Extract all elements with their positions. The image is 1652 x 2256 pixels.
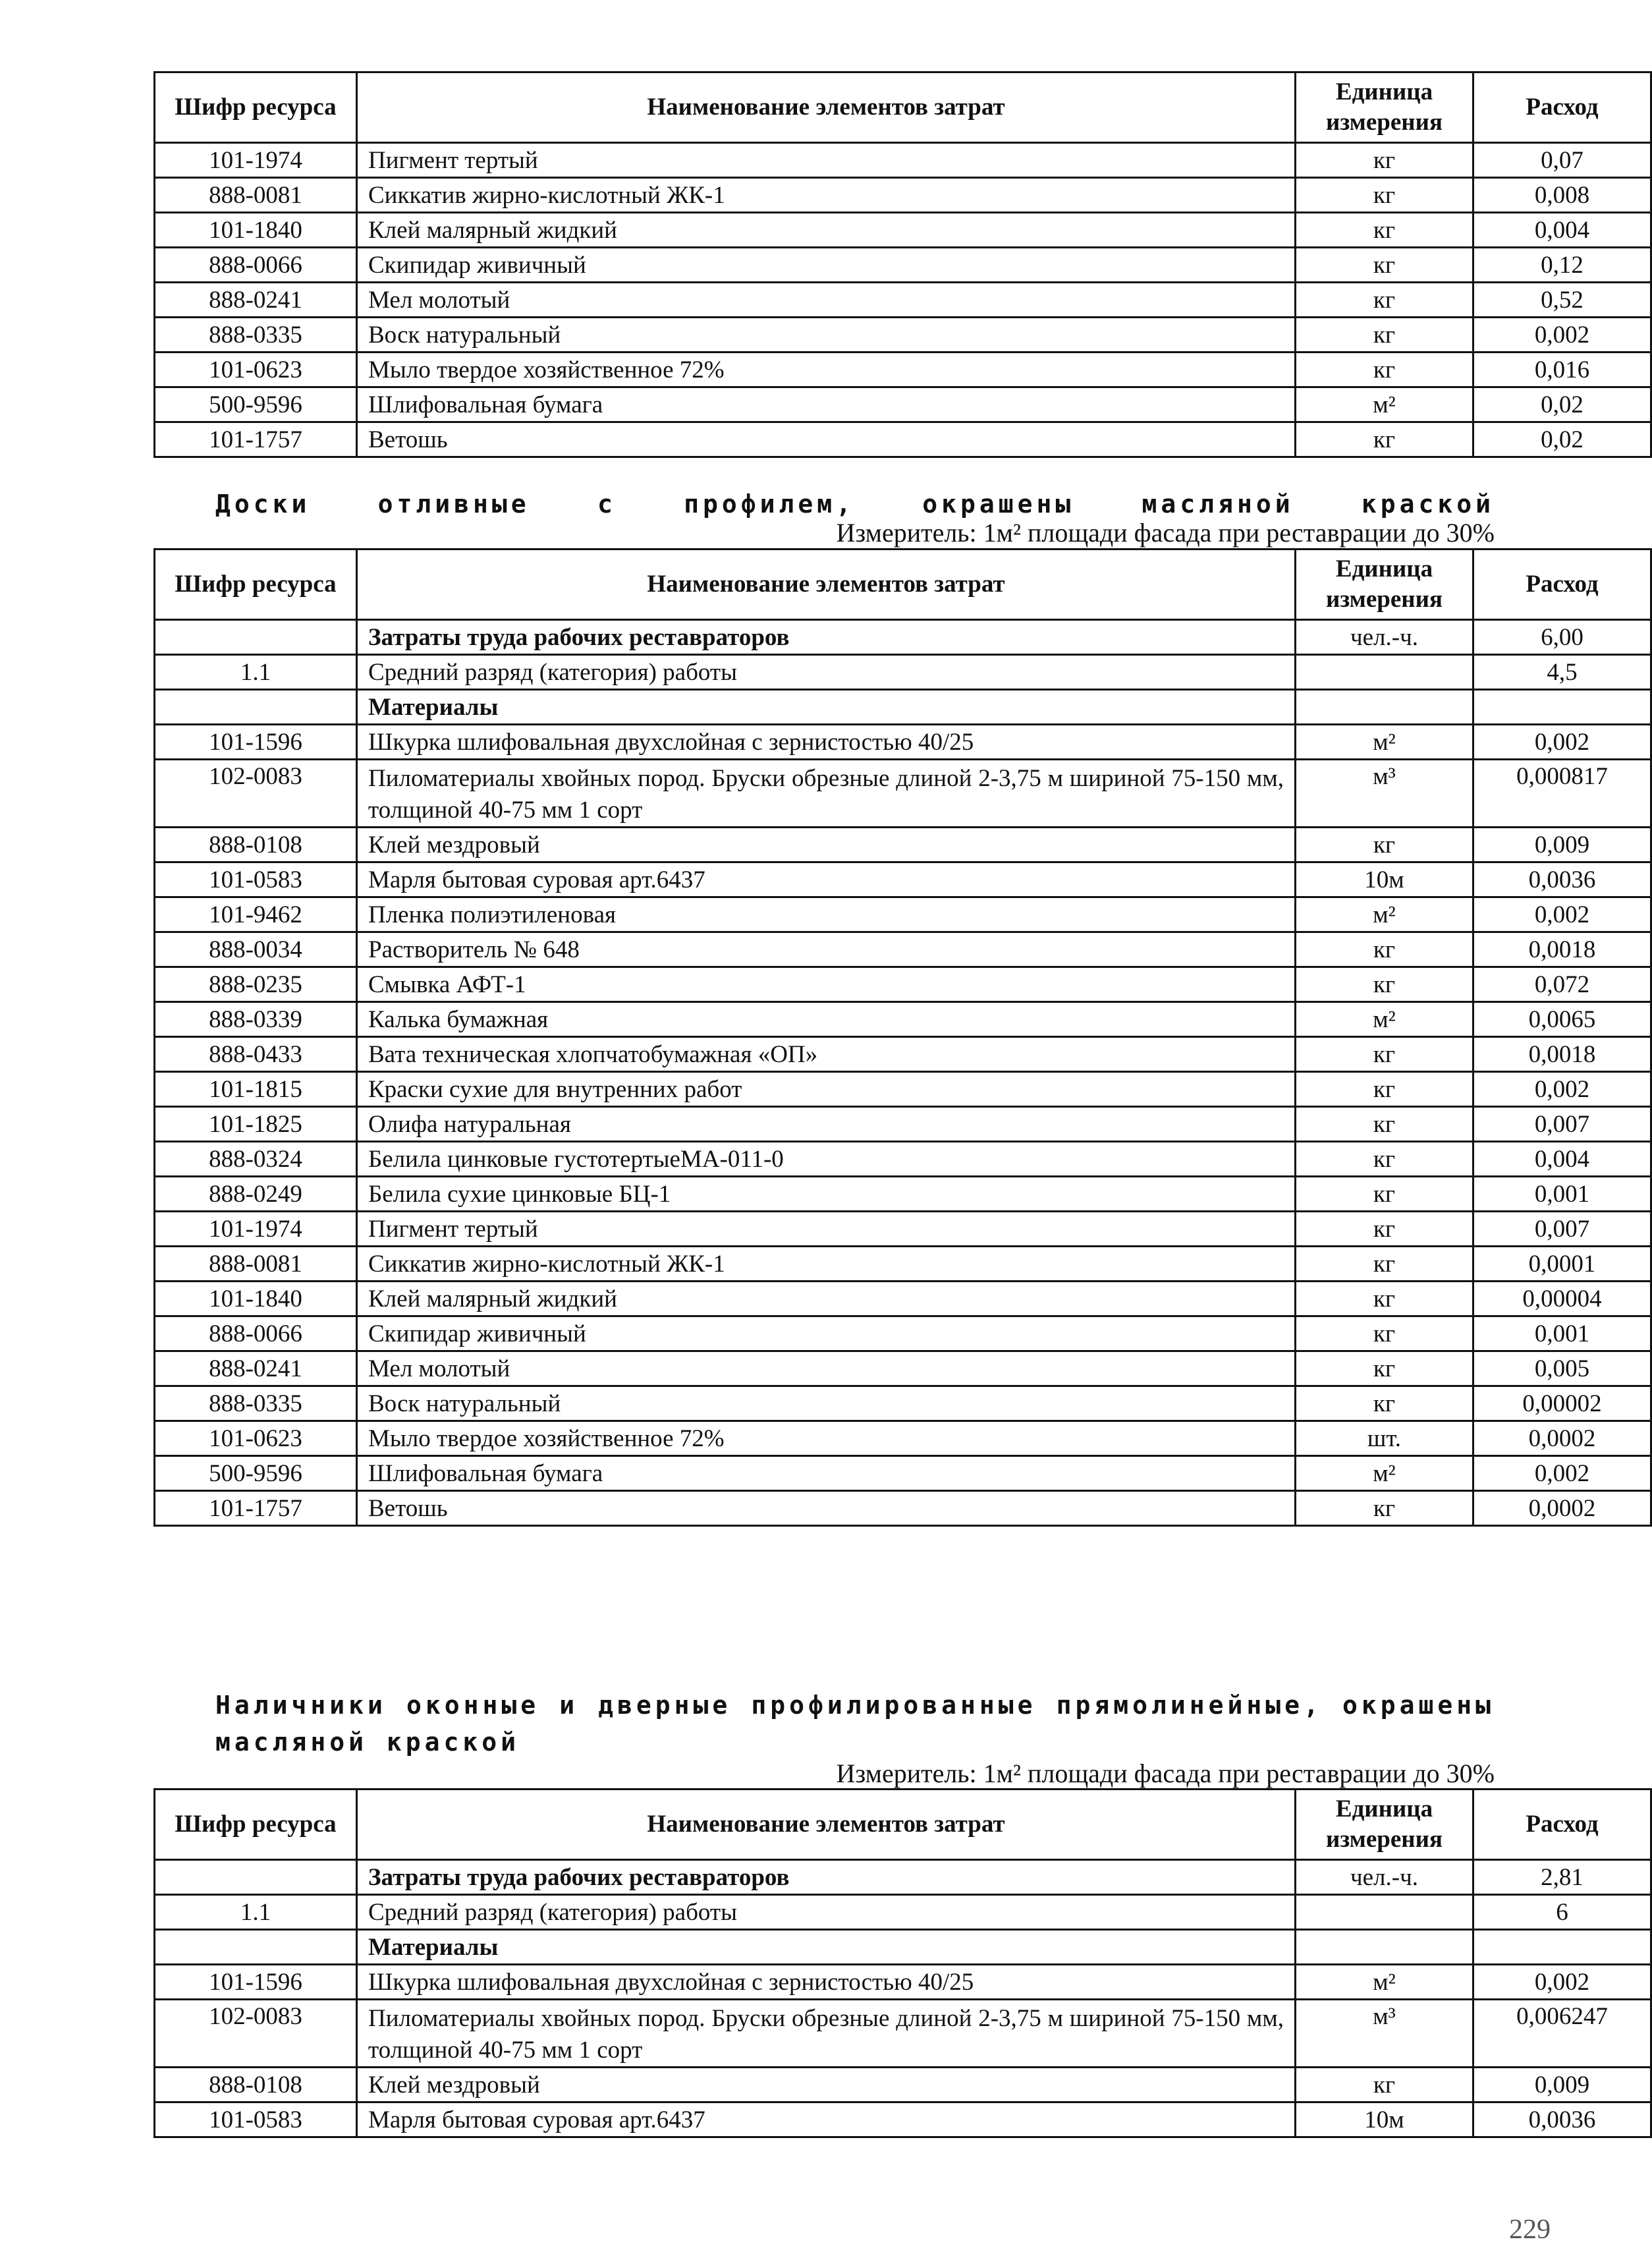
table-row <box>155 143 1651 178</box>
cell-value: 0,0002 <box>1473 1491 1651 1526</box>
resource-table-1 <box>153 71 1652 458</box>
cell-value: 0,0018 <box>1473 932 1651 967</box>
cell-code <box>155 1860 357 1895</box>
header-name: Наименование элементов затрат <box>357 72 1296 143</box>
measure-line-3: Измеритель: 1м² площади фасада при реставрации до 30% <box>836 1759 1495 1788</box>
cell-name: Шлифовальная бумага <box>357 387 1296 422</box>
cell-code: 888-0249 <box>155 1177 357 1212</box>
cell-code: 888-0241 <box>155 283 357 318</box>
table-header-row <box>155 72 1651 143</box>
cell-unit: кг <box>1296 1177 1473 1212</box>
table-row <box>155 387 1651 422</box>
cell-unit: м² <box>1296 1456 1473 1491</box>
section-title-3: Наличники оконные и дверные профилированные прямолинейные, окрашены масляной краской <box>215 1691 1495 1757</box>
cell-value: 0,008 <box>1473 178 1651 213</box>
table-row <box>155 2000 1651 2068</box>
cell-code: 500-9596 <box>155 1456 357 1491</box>
cell-unit: кг <box>1296 248 1473 283</box>
table-row <box>155 1895 1651 1930</box>
cell-name: Ветошь <box>357 422 1296 457</box>
header-name: Наименование элементов затрат <box>357 1790 1296 1860</box>
table-row <box>155 725 1651 760</box>
cell-name: Материалы <box>357 1930 1296 1965</box>
cell-value: 0,02 <box>1473 387 1651 422</box>
cell-value: 0,001 <box>1473 1316 1651 1351</box>
cell-code: 888-0034 <box>155 932 357 967</box>
cell-name: Пигмент тертый <box>357 1212 1296 1247</box>
cell-name: Пигмент тертый <box>357 143 1296 178</box>
cell-name: Материалы <box>357 690 1296 725</box>
cell-unit: кг <box>1296 318 1473 352</box>
table-row <box>155 1212 1651 1247</box>
cell-code: 888-0066 <box>155 1316 357 1351</box>
table-row <box>155 1072 1651 1107</box>
cell-unit: м² <box>1296 725 1473 760</box>
table-row <box>155 2068 1651 2102</box>
table-row <box>155 1107 1651 1142</box>
cell-name: Шкурка шлифовальная двухслойная с зернистостью 40/25 <box>357 725 1296 760</box>
cell-value: 0,007 <box>1473 1107 1651 1142</box>
table-row <box>155 620 1651 655</box>
cell-name: Растворитель № 648 <box>357 932 1296 967</box>
cell-code: 888-0335 <box>155 318 357 352</box>
cell-value: 0,07 <box>1473 143 1651 178</box>
section-title-2: Доски отливные с профилем, окрашены масляной краской <box>215 490 1495 519</box>
cell-code: 101-1974 <box>155 1212 357 1247</box>
cell-code <box>155 620 357 655</box>
cell-value <box>1473 690 1651 725</box>
cell-code: 101-1596 <box>155 725 357 760</box>
cell-name: Смывка АФТ-1 <box>357 967 1296 1002</box>
table-row <box>155 1316 1651 1351</box>
header-code: Шифр ресурса <box>155 72 357 143</box>
cell-unit: кг <box>1296 1282 1473 1316</box>
table-row <box>155 248 1651 283</box>
cell-unit: кг <box>1296 213 1473 248</box>
table-header-row <box>155 550 1651 620</box>
header-name: Наименование элементов затрат <box>357 550 1296 620</box>
cell-name: Шкурка шлифовальная двухслойная с зернистостью 40/25 <box>357 1965 1296 2000</box>
table-row <box>155 655 1651 690</box>
cell-code <box>155 690 357 725</box>
cell-value: 6,00 <box>1473 620 1651 655</box>
cell-unit: м² <box>1296 897 1473 932</box>
cell-unit: м² <box>1296 1002 1473 1037</box>
cell-name: Затраты труда рабочих реставраторов <box>357 1860 1296 1895</box>
cell-value: 0,009 <box>1473 828 1651 862</box>
cell-code: 888-0235 <box>155 967 357 1002</box>
cell-unit: кг <box>1296 283 1473 318</box>
cell-unit: м² <box>1296 387 1473 422</box>
cell-name: Олифа натуральная <box>357 1107 1296 1142</box>
cell-code: 888-0241 <box>155 1351 357 1386</box>
cell-unit <box>1296 1930 1473 1965</box>
cell-code: 101-0623 <box>155 1421 357 1456</box>
cell-value: 0,002 <box>1473 318 1651 352</box>
table-row <box>155 1247 1651 1282</box>
cell-name: Клей малярный жидкий <box>357 1282 1296 1316</box>
cell-unit: кг <box>1296 1491 1473 1526</box>
cell-code: 101-0623 <box>155 352 357 387</box>
cell-unit: чел.-ч. <box>1296 1860 1473 1895</box>
cell-value: 0,002 <box>1473 1965 1651 2000</box>
cell-value: 0,52 <box>1473 283 1651 318</box>
header-code: Шифр ресурса <box>155 1790 357 1860</box>
cell-code: 888-0108 <box>155 2068 357 2102</box>
cell-unit: кг <box>1296 1212 1473 1247</box>
cell-code: 102-0083 <box>155 760 357 828</box>
cell-name: Мыло твердое хозяйственное 72% <box>357 352 1296 387</box>
table-row <box>155 760 1651 828</box>
cell-unit: чел.-ч. <box>1296 620 1473 655</box>
cell-unit: кг <box>1296 2068 1473 2102</box>
header-code: Шифр ресурса <box>155 550 357 620</box>
cell-code: 888-0433 <box>155 1037 357 1072</box>
cell-unit: 10м <box>1296 862 1473 897</box>
cell-value: 0,004 <box>1473 1142 1651 1177</box>
cell-code: 888-0324 <box>155 1142 357 1177</box>
cell-unit: кг <box>1296 828 1473 862</box>
cell-unit: шт. <box>1296 1421 1473 1456</box>
table-row <box>155 1456 1651 1491</box>
cell-unit: кг <box>1296 143 1473 178</box>
cell-unit: кг <box>1296 932 1473 967</box>
cell-value: 0,016 <box>1473 352 1651 387</box>
cell-name: Сиккатив жирно-кислотный ЖК-1 <box>357 178 1296 213</box>
cell-unit: м³ <box>1296 2000 1473 2068</box>
header-value: Расход <box>1473 550 1651 620</box>
table-block-1 <box>153 71 1599 458</box>
table-row <box>155 2102 1651 2137</box>
cell-value: 0,002 <box>1473 897 1651 932</box>
cell-name: Воск натуральный <box>357 318 1296 352</box>
table-row <box>155 932 1651 967</box>
cell-value: 0,002 <box>1473 1072 1651 1107</box>
cell-value: 0,009 <box>1473 2068 1651 2102</box>
cell-code: 101-1757 <box>155 422 357 457</box>
table-row <box>155 1177 1651 1212</box>
cell-name: Средний разряд (категория) работы <box>357 655 1296 690</box>
cell-name: Пиломатериалы хвойных пород. Бруски обрезные длиной 2-3,75 м шириной 75-150 мм, толщиной 40-75 мм 1 сорт <box>357 2000 1296 2068</box>
cell-value <box>1473 1930 1651 1965</box>
cell-name: Средний разряд (категория) работы <box>357 1895 1296 1930</box>
table-row <box>155 1860 1651 1895</box>
cell-unit <box>1296 1895 1473 1930</box>
cell-unit: кг <box>1296 178 1473 213</box>
page-number: 229 <box>1509 2214 1551 2245</box>
cell-name: Белила цинковые густотертыеМА-011-0 <box>357 1142 1296 1177</box>
cell-name: Ветошь <box>357 1491 1296 1526</box>
cell-unit: кг <box>1296 1037 1473 1072</box>
table-row <box>155 1142 1651 1177</box>
cell-unit: кг <box>1296 967 1473 1002</box>
cell-unit: кг <box>1296 1386 1473 1421</box>
resource-table-3 <box>153 1788 1652 2138</box>
cell-value: 0,006247 <box>1473 2000 1651 2068</box>
table-row <box>155 1421 1651 1456</box>
cell-name: Сиккатив жирно-кислотный ЖК-1 <box>357 1247 1296 1282</box>
cell-value: 0,0036 <box>1473 2102 1651 2137</box>
table-row <box>155 1491 1651 1526</box>
cell-value: 0,005 <box>1473 1351 1651 1386</box>
cell-value: 0,12 <box>1473 248 1651 283</box>
cell-code: 101-1825 <box>155 1107 357 1142</box>
table-row <box>155 1351 1651 1386</box>
cell-code: 101-1757 <box>155 1491 357 1526</box>
table-row <box>155 690 1651 725</box>
cell-name: Мел молотый <box>357 1351 1296 1386</box>
table-block-2 <box>153 548 1608 1527</box>
cell-code: 888-0108 <box>155 828 357 862</box>
cell-code: 888-0339 <box>155 1002 357 1037</box>
cell-value: 0,002 <box>1473 725 1651 760</box>
cell-code: 101-1596 <box>155 1965 357 2000</box>
table-row <box>155 422 1651 457</box>
header-unit: Единица измерения <box>1296 72 1473 143</box>
table-row <box>155 283 1651 318</box>
header-value: Расход <box>1473 72 1651 143</box>
cell-code: 500-9596 <box>155 387 357 422</box>
table-row <box>155 1002 1651 1037</box>
cell-name: Марля бытовая суровая арт.6437 <box>357 862 1296 897</box>
cell-code: 101-0583 <box>155 2102 357 2137</box>
table-row <box>155 1037 1651 1072</box>
cell-name: Калька бумажная <box>357 1002 1296 1037</box>
table-row <box>155 352 1651 387</box>
cell-code: 101-1974 <box>155 143 357 178</box>
measure-line-2: Измеритель: 1м² площади фасада при реставрации до 30% <box>836 518 1495 548</box>
cell-name: Воск натуральный <box>357 1386 1296 1421</box>
cell-value: 4,5 <box>1473 655 1651 690</box>
cell-unit: кг <box>1296 1247 1473 1282</box>
cell-value: 0,007 <box>1473 1212 1651 1247</box>
cell-value: 0,0018 <box>1473 1037 1651 1072</box>
table-row <box>155 1965 1651 2000</box>
table-row <box>155 178 1651 213</box>
table-header-row <box>155 1790 1651 1860</box>
cell-value: 0,000817 <box>1473 760 1651 828</box>
cell-code: 1.1 <box>155 655 357 690</box>
cell-value: 0,00004 <box>1473 1282 1651 1316</box>
cell-name: Пиломатериалы хвойных пород. Бруски обрезные длиной 2-3,75 м шириной 75-150 мм, толщиной 40-75 мм 1 сорт <box>357 760 1296 828</box>
cell-name: Мел молотый <box>357 283 1296 318</box>
cell-value: 0,0036 <box>1473 862 1651 897</box>
cell-code: 1.1 <box>155 1895 357 1930</box>
cell-code: 888-0066 <box>155 248 357 283</box>
table-row <box>155 862 1651 897</box>
cell-code: 101-1840 <box>155 1282 357 1316</box>
cell-code: 101-1840 <box>155 213 357 248</box>
cell-name: Затраты труда рабочих реставраторов <box>357 620 1296 655</box>
cell-name: Клей мездровый <box>357 828 1296 862</box>
cell-unit: кг <box>1296 1072 1473 1107</box>
cell-name: Скипидар живичный <box>357 1316 1296 1351</box>
resource-table-2 <box>153 548 1652 1527</box>
cell-value: 0,072 <box>1473 967 1651 1002</box>
cell-unit: 10м <box>1296 2102 1473 2137</box>
header-value: Расход <box>1473 1790 1651 1860</box>
cell-code: 101-9462 <box>155 897 357 932</box>
cell-name: Скипидар живичный <box>357 248 1296 283</box>
table-row <box>155 213 1651 248</box>
cell-unit: кг <box>1296 422 1473 457</box>
cell-code: 101-1815 <box>155 1072 357 1107</box>
header-unit: Единица измерения <box>1296 1790 1473 1860</box>
table-block-3 <box>153 1788 1608 2138</box>
cell-code: 888-0081 <box>155 178 357 213</box>
cell-name: Мыло твердое хозяйственное 72% <box>357 1421 1296 1456</box>
cell-unit: кг <box>1296 1107 1473 1142</box>
cell-value: 6 <box>1473 1895 1651 1930</box>
cell-name: Краски сухие для внутренних работ <box>357 1072 1296 1107</box>
table-row <box>155 1282 1651 1316</box>
cell-name: Марля бытовая суровая арт.6437 <box>357 2102 1296 2137</box>
cell-name: Пленка полиэтиленовая <box>357 897 1296 932</box>
cell-value: 0,0002 <box>1473 1421 1651 1456</box>
cell-value: 0,001 <box>1473 1177 1651 1212</box>
table-row <box>155 1930 1651 1965</box>
cell-value: 0,0001 <box>1473 1247 1651 1282</box>
cell-name: Клей малярный жидкий <box>357 213 1296 248</box>
cell-name: Шлифовальная бумага <box>357 1456 1296 1491</box>
cell-unit: кг <box>1296 1142 1473 1177</box>
cell-code: 102-0083 <box>155 2000 357 2068</box>
cell-unit: кг <box>1296 352 1473 387</box>
cell-code: 101-0583 <box>155 862 357 897</box>
cell-unit: м³ <box>1296 760 1473 828</box>
cell-unit <box>1296 690 1473 725</box>
cell-unit: кг <box>1296 1316 1473 1351</box>
cell-value: 0,02 <box>1473 422 1651 457</box>
cell-unit: кг <box>1296 1351 1473 1386</box>
cell-value: 0,004 <box>1473 213 1651 248</box>
table-row <box>155 967 1651 1002</box>
cell-value: 0,002 <box>1473 1456 1651 1491</box>
cell-code: 888-0081 <box>155 1247 357 1282</box>
cell-name: Вата техническая хлопчатобумажная «ОП» <box>357 1037 1296 1072</box>
cell-unit: м² <box>1296 1965 1473 2000</box>
cell-value: 0,0065 <box>1473 1002 1651 1037</box>
cell-code <box>155 1930 357 1965</box>
cell-name: Белила сухие цинковые БЦ-1 <box>357 1177 1296 1212</box>
table-row <box>155 1386 1651 1421</box>
cell-name: Клей мездровый <box>357 2068 1296 2102</box>
cell-value: 0,00002 <box>1473 1386 1651 1421</box>
header-unit: Единица измерения <box>1296 550 1473 620</box>
table-row <box>155 897 1651 932</box>
cell-value: 2,81 <box>1473 1860 1651 1895</box>
cell-code: 888-0335 <box>155 1386 357 1421</box>
table-row <box>155 828 1651 862</box>
cell-unit <box>1296 655 1473 690</box>
table-row <box>155 318 1651 352</box>
